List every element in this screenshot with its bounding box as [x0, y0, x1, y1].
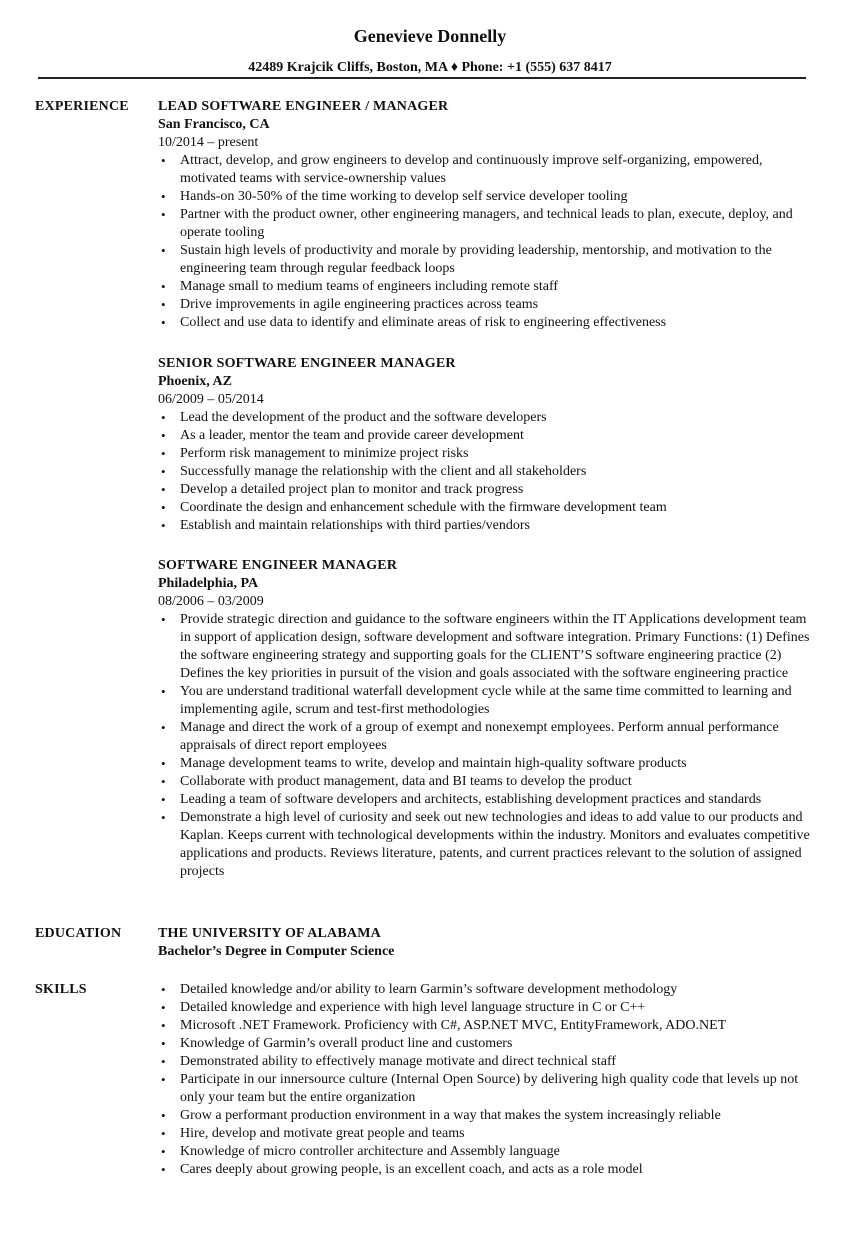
- contact-line: 42489 Krajcik Cliffs, Boston, MA ♦ Phone: +1 (555) 637 8417: [248, 60, 612, 75]
- education-section-label: EDUCATION: [35, 926, 122, 941]
- bullet-icon: •: [161, 482, 166, 497]
- list-item: • Microsoft .NET Framework. Proficiency with C#, ASP.NET MVC, EntityFramework, ADO.NET: [161, 1018, 727, 1033]
- list-item: • Demonstrated ability to effectively manage motivate and direct technical staff: [161, 1054, 617, 1069]
- bullet-icon: •: [161, 428, 166, 443]
- job-dates: 10/2014 – present: [158, 135, 259, 150]
- school-name: THE UNIVERSITY OF ALABAMA: [158, 926, 381, 941]
- bullet-icon: •: [161, 720, 166, 735]
- bullet-icon: •: [161, 810, 166, 825]
- job-bullet-list: [158, 611, 818, 881]
- list-item: • Leading a team of software developers and architects, establishing development practices and standards: [161, 792, 762, 807]
- bullet-icon: •: [161, 1072, 166, 1087]
- list-item: • Establish and maintain relationships with third parties/vendors: [161, 518, 530, 533]
- list-item: • Participate in our innersource culture (Internal Open Source) by delivering high quality code that levels up not only your team but the entire organization: [161, 1072, 799, 1105]
- skills-list: [158, 981, 818, 1179]
- bullet-icon: •: [161, 500, 166, 515]
- job-location: Philadelphia, PA: [158, 576, 259, 591]
- list-item: • Successfully manage the relationship with the client and all stakeholders: [161, 464, 587, 479]
- bullet-icon: •: [161, 207, 166, 222]
- bullet-icon: •: [161, 1108, 166, 1123]
- bullet-icon: •: [161, 684, 166, 699]
- bullet-icon: •: [161, 982, 166, 997]
- bullet-icon: •: [161, 1036, 166, 1051]
- list-item: • Manage and direct the work of a group of exempt and nonexempt employees. Perform annual performance appraisals of direct report employees: [161, 720, 779, 753]
- job-bullet-list: [158, 409, 818, 535]
- candidate-name: Genevieve Donnelly: [353, 26, 507, 46]
- bullet-icon: •: [161, 1018, 166, 1033]
- list-item: • Coordinate the design and enhancement schedule with the firmware development team: [161, 500, 667, 515]
- list-item: • Hire, develop and motivate great people and teams: [161, 1126, 465, 1141]
- list-item: • Attract, develop, and grow engineers to develop and continuously improve self-organizing, empowered, motivated teams with service-ownership values: [161, 153, 763, 186]
- education-entry: [158, 925, 818, 961]
- bullet-icon: •: [161, 1054, 166, 1069]
- bullet-icon: •: [161, 153, 166, 168]
- bullet-icon: •: [161, 243, 166, 258]
- bullet-icon: •: [161, 1000, 166, 1015]
- list-item: • Manage small to medium teams of engineers including remote staff: [161, 279, 559, 294]
- bullet-icon: •: [161, 189, 166, 204]
- list-item: • Perform risk management to minimize project risks: [161, 446, 469, 461]
- list-item: • As a leader, mentor the team and provide career development: [161, 428, 524, 443]
- bullet-icon: •: [161, 410, 166, 425]
- bullet-icon: •: [161, 774, 166, 789]
- job-entry: [158, 98, 818, 332]
- job-entry: [158, 355, 818, 535]
- experience-section-label: EXPERIENCE: [35, 99, 129, 114]
- bullet-icon: •: [161, 446, 166, 461]
- bullet-icon: •: [161, 518, 166, 533]
- list-item: • Sustain high levels of productivity and morale by providing leadership, mentorship, and motivation to the engineering team through regular feedback loops: [161, 243, 772, 276]
- degree: Bachelor’s Degree in Computer Science: [158, 944, 395, 959]
- list-item: • Provide strategic direction and guidance to the software engineers within the IT Applications development team in support of application design, software development and software integration. Primary Functions: (1) Defines the software engineering strategy and supporting goals for the CLIENT’S software engineering practice (2) Defines the key priorities in pursuit of the vision and goals associated with the software engineering practice: [161, 612, 810, 681]
- list-item: • Knowledge of Garmin’s overall product line and customers: [161, 1036, 513, 1051]
- bullet-icon: •: [161, 315, 166, 330]
- job-dates: 06/2009 – 05/2014: [158, 392, 264, 407]
- list-item: • Partner with the product owner, other engineering managers, and technical leads to plan, execute, deploy, and operate tooling: [161, 207, 793, 240]
- bullet-icon: •: [161, 297, 166, 312]
- bullet-icon: •: [161, 612, 166, 627]
- list-item: • You are understand traditional waterfall development cycle while at the same time committed to learning and implementing agile, scrum and test-first methodologies: [161, 684, 792, 717]
- list-item: • Develop a detailed project plan to monitor and track progress: [161, 482, 524, 497]
- list-item: • Demonstrate a high level of curiosity and seek out new technologies and ideas to add value to our products and Kaplan. Keeps current with technological developments within the industry. Monitors and evaluates competitive applications and products. Reviews literature, patents, and current practices relevant to the solution of assigned projects: [161, 810, 810, 879]
- list-item: • Cares deeply about growing people, is an excellent coach, and acts as a role model: [161, 1162, 643, 1177]
- bullet-icon: •: [161, 756, 166, 771]
- bullet-icon: •: [161, 1144, 166, 1159]
- job-bullet-list: [158, 152, 818, 332]
- list-item: • Detailed knowledge and experience with high level language structure in C or C++: [161, 1000, 646, 1015]
- bullet-icon: •: [161, 279, 166, 294]
- bullet-icon: •: [161, 464, 166, 479]
- job-dates: 08/2006 – 03/2009: [158, 594, 264, 609]
- job-entry: [158, 557, 818, 881]
- job-location: Phoenix, AZ: [158, 374, 232, 389]
- list-item: • Grow a performant production environment in a way that makes the system increasingly reliable: [161, 1108, 721, 1123]
- list-item: • Drive improvements in agile engineering practices across teams: [161, 297, 539, 312]
- skills-section-label: SKILLS: [35, 982, 87, 997]
- list-item: • Collect and use data to identify and eliminate areas of risk to engineering effectiveness: [161, 315, 667, 330]
- bullet-icon: •: [161, 1162, 166, 1177]
- skills-entry: [158, 981, 818, 1179]
- job-location: San Francisco, CA: [158, 117, 270, 132]
- list-item: • Knowledge of micro controller architecture and Assembly language: [161, 1144, 560, 1159]
- list-item: • Lead the development of the product and the software developers: [161, 410, 547, 425]
- list-item: • Collaborate with product management, data and BI teams to develop the product: [161, 774, 632, 789]
- job-title: SENIOR SOFTWARE ENGINEER MANAGER: [158, 356, 456, 371]
- bullet-icon: •: [161, 792, 166, 807]
- job-title: LEAD SOFTWARE ENGINEER / MANAGER: [158, 99, 449, 114]
- list-item: • Hands-on 30-50% of the time working to develop self service developer tooling: [161, 189, 628, 204]
- list-item: • Manage development teams to write, develop and maintain high-quality software products: [161, 756, 687, 771]
- bullet-icon: •: [161, 1126, 166, 1141]
- list-item: • Detailed knowledge and/or ability to learn Garmin’s software development methodology: [161, 982, 678, 997]
- job-title: SOFTWARE ENGINEER MANAGER: [158, 558, 398, 573]
- header-divider: [38, 77, 806, 79]
